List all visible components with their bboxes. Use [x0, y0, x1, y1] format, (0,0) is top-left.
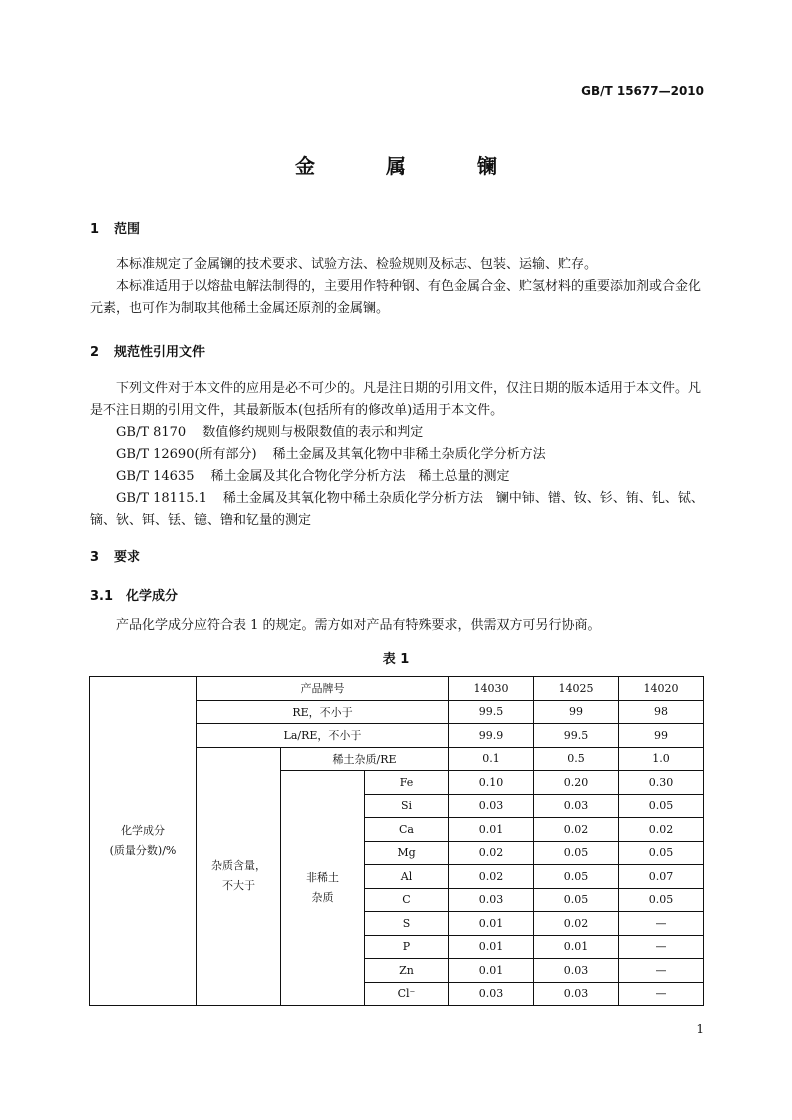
table-cell: —	[619, 935, 704, 959]
subsection-number: 3.1	[90, 589, 114, 604]
element-cell: Si	[365, 794, 449, 818]
section-title: 要求	[114, 550, 141, 565]
impurity-header-cell	[197, 747, 281, 1006]
table-cell: —	[619, 912, 704, 936]
table-cell: 0.05	[534, 841, 619, 865]
reference-code: GB/T 12690(所有部分)	[116, 447, 257, 462]
row-header-line: 化学成分	[121, 824, 165, 837]
reference-code: GB/T 18115.1	[116, 491, 207, 506]
non-re-header-line: 杂质	[311, 891, 334, 904]
page-number: 1	[696, 1022, 704, 1036]
table-cell: 0.01	[449, 818, 534, 842]
paragraph: 产品化学成分应符合表 1 的规定。需方如对产品有特殊要求，供需双方可另行协商。	[116, 618, 601, 633]
table-cell: 0.05	[619, 841, 704, 865]
table-cell: 0.01	[449, 959, 534, 983]
standard-number: GB/T 15677—2010	[581, 84, 704, 98]
reference-title: 稀土金属及其氧化物中非稀土杂质化学分析方法	[272, 447, 546, 462]
table-cell: 0.1	[449, 747, 534, 771]
table-cell: —	[619, 959, 704, 983]
composition-table	[89, 676, 704, 1006]
element-cell: Mg	[365, 841, 449, 865]
lare-label-cell: La/RE，不小于	[197, 724, 449, 748]
table-cell: 0.05	[619, 888, 704, 912]
table-cell: 0.30	[619, 771, 704, 795]
section-title: 范围	[114, 222, 141, 237]
element-cell: S	[365, 912, 449, 936]
table-cell: 99.5	[534, 724, 619, 748]
element-cell: Al	[365, 865, 449, 889]
table-cell: 0.20	[534, 771, 619, 795]
table-cell: 0.03	[449, 888, 534, 912]
reference-title: 稀土金属及其化合物化学分析方法 稀土总量的测定	[210, 469, 510, 484]
element-cell: C	[365, 888, 449, 912]
table-cell: 14030	[449, 677, 534, 701]
table-cell: 0.02	[534, 818, 619, 842]
reference-code: GB/T 14635	[116, 469, 195, 484]
table-cell: 0.02	[534, 912, 619, 936]
table-cell: 0.5	[534, 747, 619, 771]
table-cell: 0.03	[534, 982, 619, 1006]
table-cell: 0.05	[619, 794, 704, 818]
non-re-header-line: 非稀土	[306, 871, 339, 884]
table-row	[90, 677, 704, 701]
brand-label-cell: 产品牌号	[197, 677, 449, 701]
table-cell: 98	[619, 700, 704, 724]
non-re-header-cell	[281, 771, 365, 1006]
table-cell: 99	[619, 724, 704, 748]
table-cell: 0.02	[449, 865, 534, 889]
subsection-3-1-heading	[90, 585, 178, 604]
reference-title: 稀土金属及其氧化物中稀土杂质化学分析方法 镧中铈、镨、钕、钐、铕、钆、铽、镝、钬、铒、铥、镱、镥和钇量的测定	[90, 491, 704, 528]
element-cell: Ca	[365, 818, 449, 842]
re-label-cell: RE，不小于	[197, 700, 449, 724]
table-cell: 0.01	[449, 935, 534, 959]
element-cell: Fe	[365, 771, 449, 795]
element-cell: Cl⁻	[365, 982, 449, 1006]
table-cell: 0.03	[449, 982, 534, 1006]
table-cell: 0.05	[534, 888, 619, 912]
table-caption: 表 1	[382, 652, 410, 667]
table-cell: 99.5	[449, 700, 534, 724]
table-cell: 0.02	[449, 841, 534, 865]
reference-item	[116, 444, 546, 466]
section-number: 2	[90, 345, 100, 360]
paragraph: 本标准规定了金属镧的技术要求、试验方法、检验规则及标志、包装、运输、贮存。	[116, 257, 598, 272]
table-cell: 14025	[534, 677, 619, 701]
table-cell: 0.01	[534, 935, 619, 959]
impurity-header-line: 杂质含量，	[211, 859, 266, 873]
table-cell: 0.03	[534, 959, 619, 983]
table-cell: 0.03	[449, 794, 534, 818]
reference-code: GB/T 8170	[116, 425, 187, 440]
section-title: 规范性引用文件	[114, 345, 206, 360]
table-cell: 0.10	[449, 771, 534, 795]
paragraph: 下列文件对于本文件的应用是必不可少的。凡是注日期的引用文件，仅注日期的版本适用于本文件。凡是不注日期的引用文件，其最新版本(包括所有的修改单)适用于本文件。	[90, 381, 702, 418]
table-cell: —	[619, 982, 704, 1006]
reference-item	[90, 488, 704, 532]
section-3-heading	[90, 546, 140, 565]
table-cell: 0.07	[619, 865, 704, 889]
subsection-title: 化学成分	[126, 589, 179, 604]
section-1-heading	[90, 218, 140, 237]
section-number: 3	[90, 550, 100, 565]
table-cell: 0.01	[449, 912, 534, 936]
section-number: 1	[90, 222, 100, 237]
table-cell: 99.9	[449, 724, 534, 748]
element-cell: Zn	[365, 959, 449, 983]
table-cell: 99	[534, 700, 619, 724]
reference-item	[116, 466, 510, 488]
row-header-line: (质量分数)/%	[109, 844, 177, 857]
table-cell: 0.02	[619, 818, 704, 842]
reference-item	[116, 422, 423, 444]
section-2-heading	[90, 341, 205, 360]
table-cell: 1.0	[619, 747, 704, 771]
reference-title: 数值修约规则与极限数值的表示和判定	[202, 425, 424, 440]
row-header-cell	[90, 677, 197, 1006]
re-impurity-label-cell: 稀土杂质/RE	[281, 747, 449, 771]
document-title: 金 属 镧	[295, 154, 529, 178]
table-cell: 14020	[619, 677, 704, 701]
element-cell: P	[365, 935, 449, 959]
impurity-header-line: 不大于	[222, 879, 255, 893]
paragraph: 本标准适用于以熔盐电解法制得的，主要用作特种钢、有色金属合金、贮氢材料的重要添加剂或合金化元素，也可作为制取其他稀土金属还原剂的金属镧。	[90, 279, 702, 316]
table-cell: 0.03	[534, 794, 619, 818]
table-cell: 0.05	[534, 865, 619, 889]
